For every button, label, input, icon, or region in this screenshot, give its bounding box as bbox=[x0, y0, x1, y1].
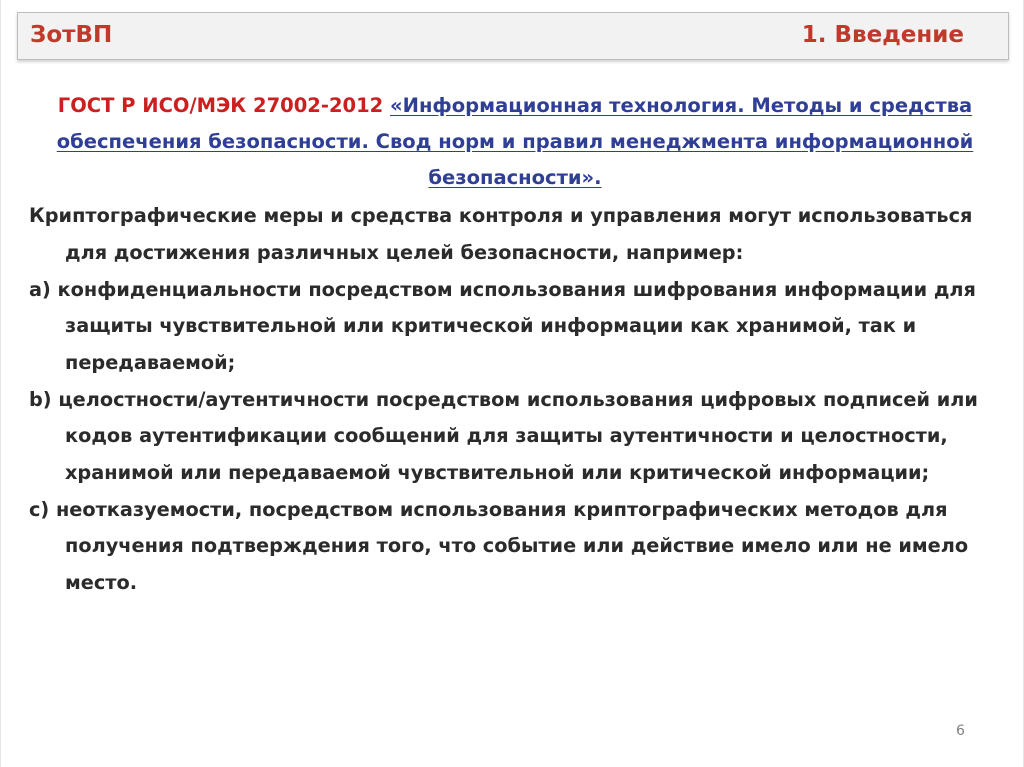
slide-header bbox=[17, 12, 1009, 60]
intro-paragraph: Криптографические меры и средства контроля и управления могут использоваться для достижения различных целей безопасности, например: bbox=[29, 204, 973, 264]
header-course-label: ЗотВП bbox=[30, 22, 113, 48]
standard-code: ГОСТ Р ИСО/МЭК 27002-2012 bbox=[57, 94, 384, 117]
list-item-confidentiality: a) конфиденциальности посредством использования шифрования информации для защиты чувствительной или критической информации как хранимой, так и передаваемой; bbox=[29, 277, 976, 374]
list-item-integrity: b) целостности/аутентичности посредством использования цифровых подписей или кодов аутентификации сообщений для защиты аутентичности и целостности, хранимой или передаваемой чувствительной или критической информации; bbox=[29, 387, 978, 484]
standard-title-link[interactable]: «Информационная технология. Методы и средства обеспечения безопасности. Свод норм и правил менеджмента информационной безопасности». bbox=[56, 94, 974, 189]
page-number: 6 bbox=[956, 723, 965, 739]
list-item-non-repudiation: c) неотказуемости, посредством использования криптографических методов для получения подтверждения того, что событие или действие имело или не имело место. bbox=[29, 497, 969, 594]
slide-body bbox=[29, 198, 1004, 601]
standard-reference bbox=[41, 88, 989, 196]
header-section-title: 1. Введение bbox=[801, 22, 964, 48]
